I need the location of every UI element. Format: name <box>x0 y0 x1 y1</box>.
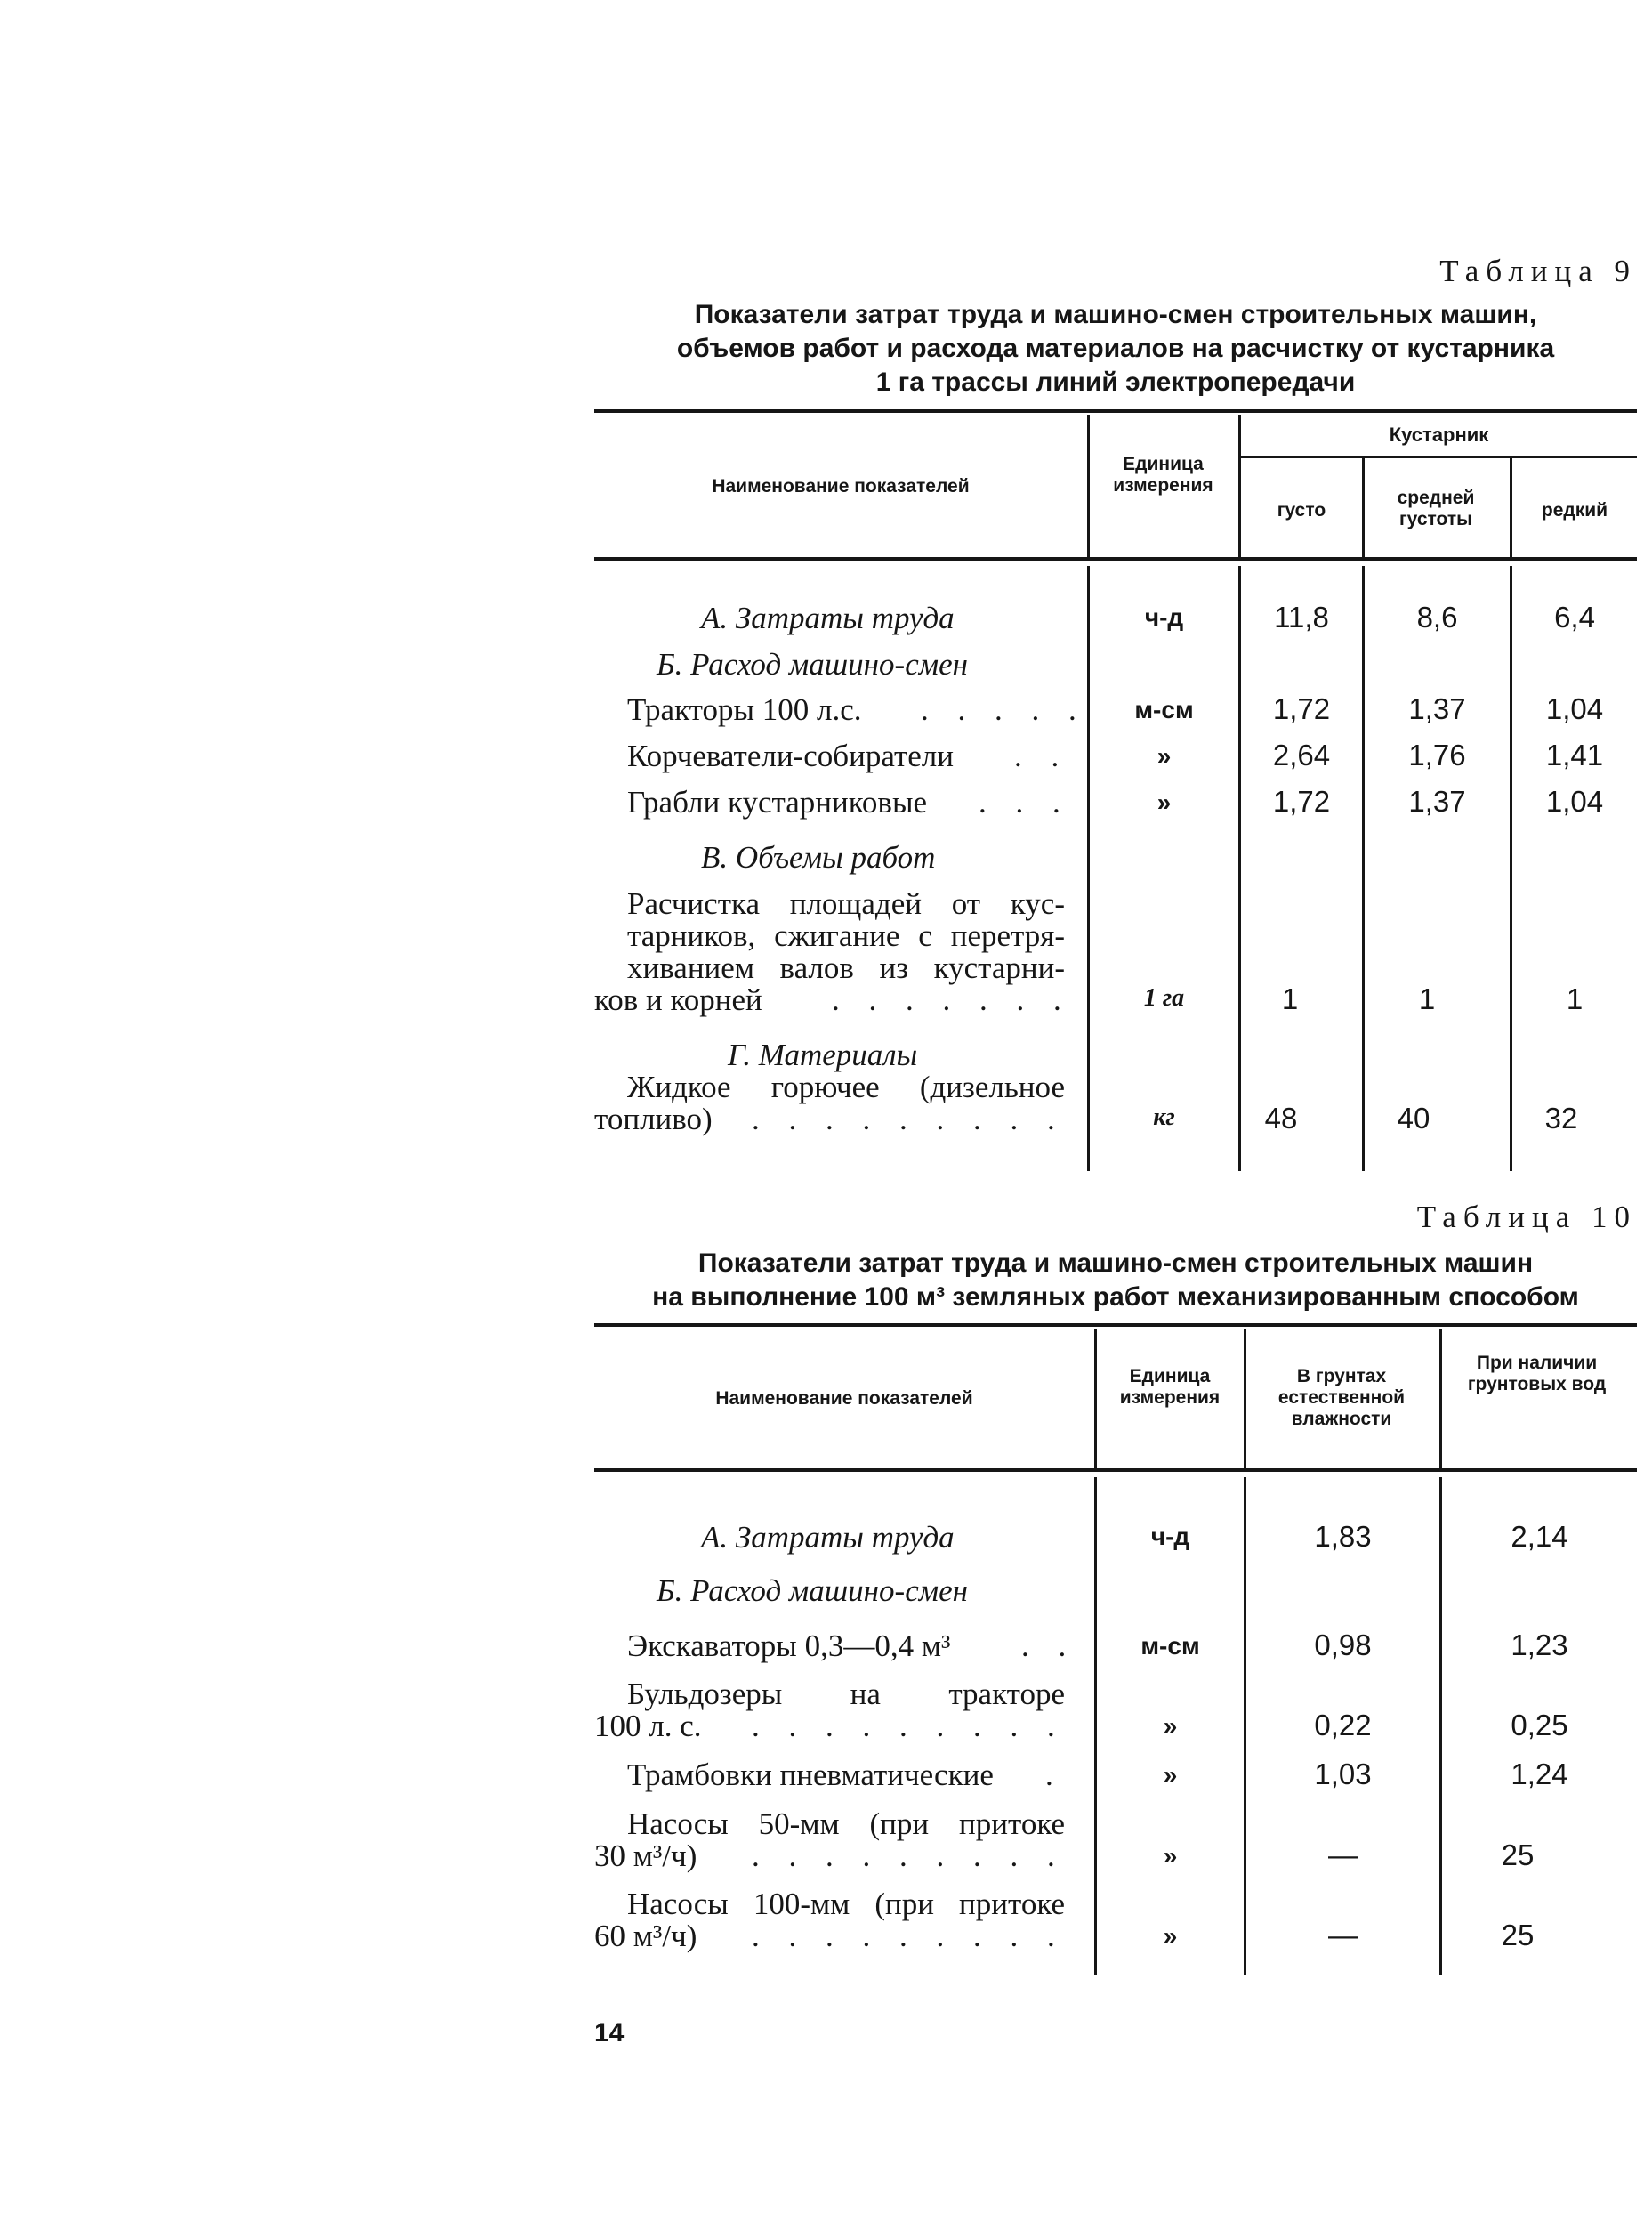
table10-vline-1 <box>1094 1329 1097 1468</box>
table9-fuel-medium: 40 <box>1397 1102 1430 1135</box>
table10-pumps50-natural: — <box>1328 1838 1358 1871</box>
table10-labor-natural: 1,83 <box>1314 1520 1372 1553</box>
table9-uprooters-dots: . . <box>1014 739 1070 773</box>
table10-section-a: А. Затраты труда <box>701 1520 955 1555</box>
table9-labor-dense: 11,8 <box>1274 601 1329 634</box>
table9-header-unit: Единица измерения <box>1113 454 1213 496</box>
table9-header-rule <box>594 557 1637 561</box>
table9-fuel-sparse: 32 <box>1544 1102 1578 1135</box>
table10-pumps50-dots: . . . . . . . . . <box>752 1838 1066 1873</box>
table9-labor-sparse: 6,4 <box>1554 601 1595 634</box>
table9-rakes-medium: 1,37 <box>1408 785 1466 818</box>
table10-header-unit: Единица измерения <box>1119 1366 1221 1408</box>
table10-excavators-groundwater: 1,23 <box>1511 1628 1568 1661</box>
table9-uprooters-name: Корчеватели-собиратели <box>627 739 954 773</box>
table10-top-rule <box>594 1323 1637 1327</box>
table10-rammers-natural: 1,03 <box>1314 1757 1372 1790</box>
table9-rakes-unit: » <box>1156 788 1172 816</box>
table10-rammers-name: Трамбовки пневматические <box>627 1757 994 1792</box>
table9-title-line-3: 1 га трассы линий электропередачи <box>875 368 1356 397</box>
table10-title-line-1: Показатели затрат труда и машино-смен строительных машин <box>697 1248 1534 1278</box>
table10-rammers-groundwater: 1,24 <box>1511 1757 1568 1790</box>
table9-header-group: Кустарник <box>1389 424 1489 446</box>
table10-header-name: Наименование показателей <box>715 1388 973 1409</box>
table9-labor-unit: ч-д <box>1144 603 1184 631</box>
table9-vline-1 <box>1087 415 1090 557</box>
table9-section-a: А. Затраты труда <box>701 601 955 635</box>
table10-excavators-unit: м-см <box>1140 1632 1200 1660</box>
table9-labor-medium: 8,6 <box>1416 601 1458 634</box>
table9-rakes-name: Грабли кустарниковые <box>627 785 928 820</box>
table9-rakes-dots: . . . <box>979 785 1071 820</box>
table9-tractors-dense: 1,72 <box>1272 692 1331 725</box>
table9-uprooters-unit: » <box>1156 742 1172 770</box>
table9-body-vline-3 <box>1362 566 1365 1171</box>
table10-bulldozers-unit: » <box>1163 1712 1178 1740</box>
table10-pumps100-line-2: 60 м³/ч) <box>594 1919 697 1953</box>
table10-bulldozers-dots: . . . . . . . . . <box>752 1709 1066 1743</box>
table9-body-vline-1 <box>1087 566 1090 1171</box>
table10-pumps100-line-1: Насосы 100-мм (при притоке <box>627 1887 1065 1921</box>
table10-header-col-groundwater: При наличии грунтовых вод <box>1467 1353 1607 1394</box>
table10-pumps50-unit: » <box>1163 1842 1178 1870</box>
table10-title-line-2: на выполнение 100 м³ земляных работ механизированным способом <box>652 1282 1579 1312</box>
table10-pumps100-natural: — <box>1328 1919 1358 1951</box>
table10-bulldozers-line-1: Бульдозеры на тракторе <box>627 1677 1065 1711</box>
table9-clearing-line-3: хиванием валов из кустарни- <box>627 950 1065 985</box>
table9-uprooters-medium: 1,76 <box>1408 739 1466 772</box>
table10-label: Таблица 10 <box>1416 1200 1637 1234</box>
table10-bulldozers-line-2: 100 л. с. <box>594 1709 702 1743</box>
page-number: 14 <box>594 2018 625 2048</box>
table9-rakes-dense: 1,72 <box>1272 785 1331 818</box>
table9-fuel-line-1: Жидкое горючее (дизельное <box>627 1070 1065 1104</box>
table9-fuel-line-2: топливо) <box>594 1102 713 1136</box>
table9-uprooters-sparse: 1,41 <box>1545 739 1604 772</box>
table9-clearing-sparse: 1 <box>1566 982 1584 1015</box>
table10-vline-3 <box>1439 1329 1442 1468</box>
table9-section-g: Г. Материалы <box>728 1038 918 1072</box>
table9-clearing-dense: 1 <box>1281 982 1299 1015</box>
table10-pumps100-groundwater: 25 <box>1501 1919 1535 1951</box>
table9-uprooters-dense: 2,64 <box>1272 739 1331 772</box>
table10-pumps50-line-2: 30 м³/ч) <box>594 1838 697 1873</box>
table10-rammers-dots: . <box>1045 1757 1064 1792</box>
table10-pumps100-unit: » <box>1163 1922 1178 1950</box>
table9-tractors-sparse: 1,04 <box>1545 692 1604 725</box>
table10-excavators-name: Экскаваторы 0,3—0,4 м³ <box>627 1628 951 1663</box>
table9-clearing-line-4: ков и корней <box>594 982 762 1017</box>
table10-pumps50-line-1: Насосы 50-мм (при притоке <box>627 1806 1065 1841</box>
table9-header-col-dense: густо <box>1277 500 1326 521</box>
table9-header-col-sparse: редкий <box>1541 500 1608 521</box>
table9-clearing-unit: 1 га <box>1143 984 1185 1012</box>
table10-excavators-natural: 0,98 <box>1314 1628 1372 1661</box>
table9-clearing-line-1: Расчистка площадей от кус- <box>627 886 1065 921</box>
table9-group-rule <box>1238 456 1637 458</box>
table10-bulldozers-natural: 0,22 <box>1314 1709 1372 1741</box>
table9-section-v: В. Объемы работ <box>701 840 936 875</box>
table10-bulldozers-groundwater: 0,25 <box>1511 1709 1568 1741</box>
table10-section-b: Б. Расход машино-смен <box>657 1573 968 1608</box>
table9-vline-3 <box>1362 458 1365 557</box>
table9-clearing-line-2: тарников, сжигание с перетря- <box>627 918 1065 953</box>
table9-top-rule <box>594 409 1637 413</box>
table9-clearing-dots: . . . . . . . <box>832 982 1072 1017</box>
table9-header-col-medium: средней густоты <box>1397 488 1475 529</box>
table9-fuel-dense: 48 <box>1264 1102 1298 1135</box>
table9-clearing-medium: 1 <box>1418 982 1436 1015</box>
table9-body-vline-2 <box>1238 566 1241 1171</box>
table9-fuel-dots: . . . . . . . . . <box>752 1102 1066 1136</box>
table10-labor-groundwater: 2,14 <box>1511 1520 1568 1553</box>
table9-tractors-medium: 1,37 <box>1408 692 1466 725</box>
table9-header-name: Наименование показателей <box>712 476 970 497</box>
table9-title-line-1: Показатели затрат труда и машино-смен строительных машин, <box>694 300 1537 329</box>
table10-pumps100-dots: . . . . . . . . . <box>752 1919 1066 1953</box>
table10-header-rule <box>594 1468 1637 1472</box>
table9-body-vline-4 <box>1510 566 1512 1171</box>
table10-header-col-natural: В грунтах естественной влажности <box>1277 1366 1406 1429</box>
table10-excavators-dots: . . <box>1021 1628 1077 1663</box>
table9-title-line-2: объемов работ и расхода материалов на расчистку от кустарника <box>676 334 1555 363</box>
table10-pumps50-groundwater: 25 <box>1501 1838 1535 1871</box>
table10-labor-unit: ч-д <box>1150 1523 1190 1550</box>
table9-fuel-unit: кг <box>1153 1103 1175 1131</box>
table9-tractors-dots: . . . . . <box>921 692 1087 727</box>
table10-vline-2 <box>1244 1329 1246 1468</box>
table10-rammers-unit: » <box>1163 1761 1178 1789</box>
table9-tractors-name: Тракторы 100 л.с. <box>627 692 862 727</box>
table9-section-b: Б. Расход машино-смен <box>657 647 968 682</box>
table9-rakes-sparse: 1,04 <box>1545 785 1604 818</box>
table9-tractors-unit: м-см <box>1134 696 1194 723</box>
table9-label: Таблица 9 <box>1439 254 1637 288</box>
